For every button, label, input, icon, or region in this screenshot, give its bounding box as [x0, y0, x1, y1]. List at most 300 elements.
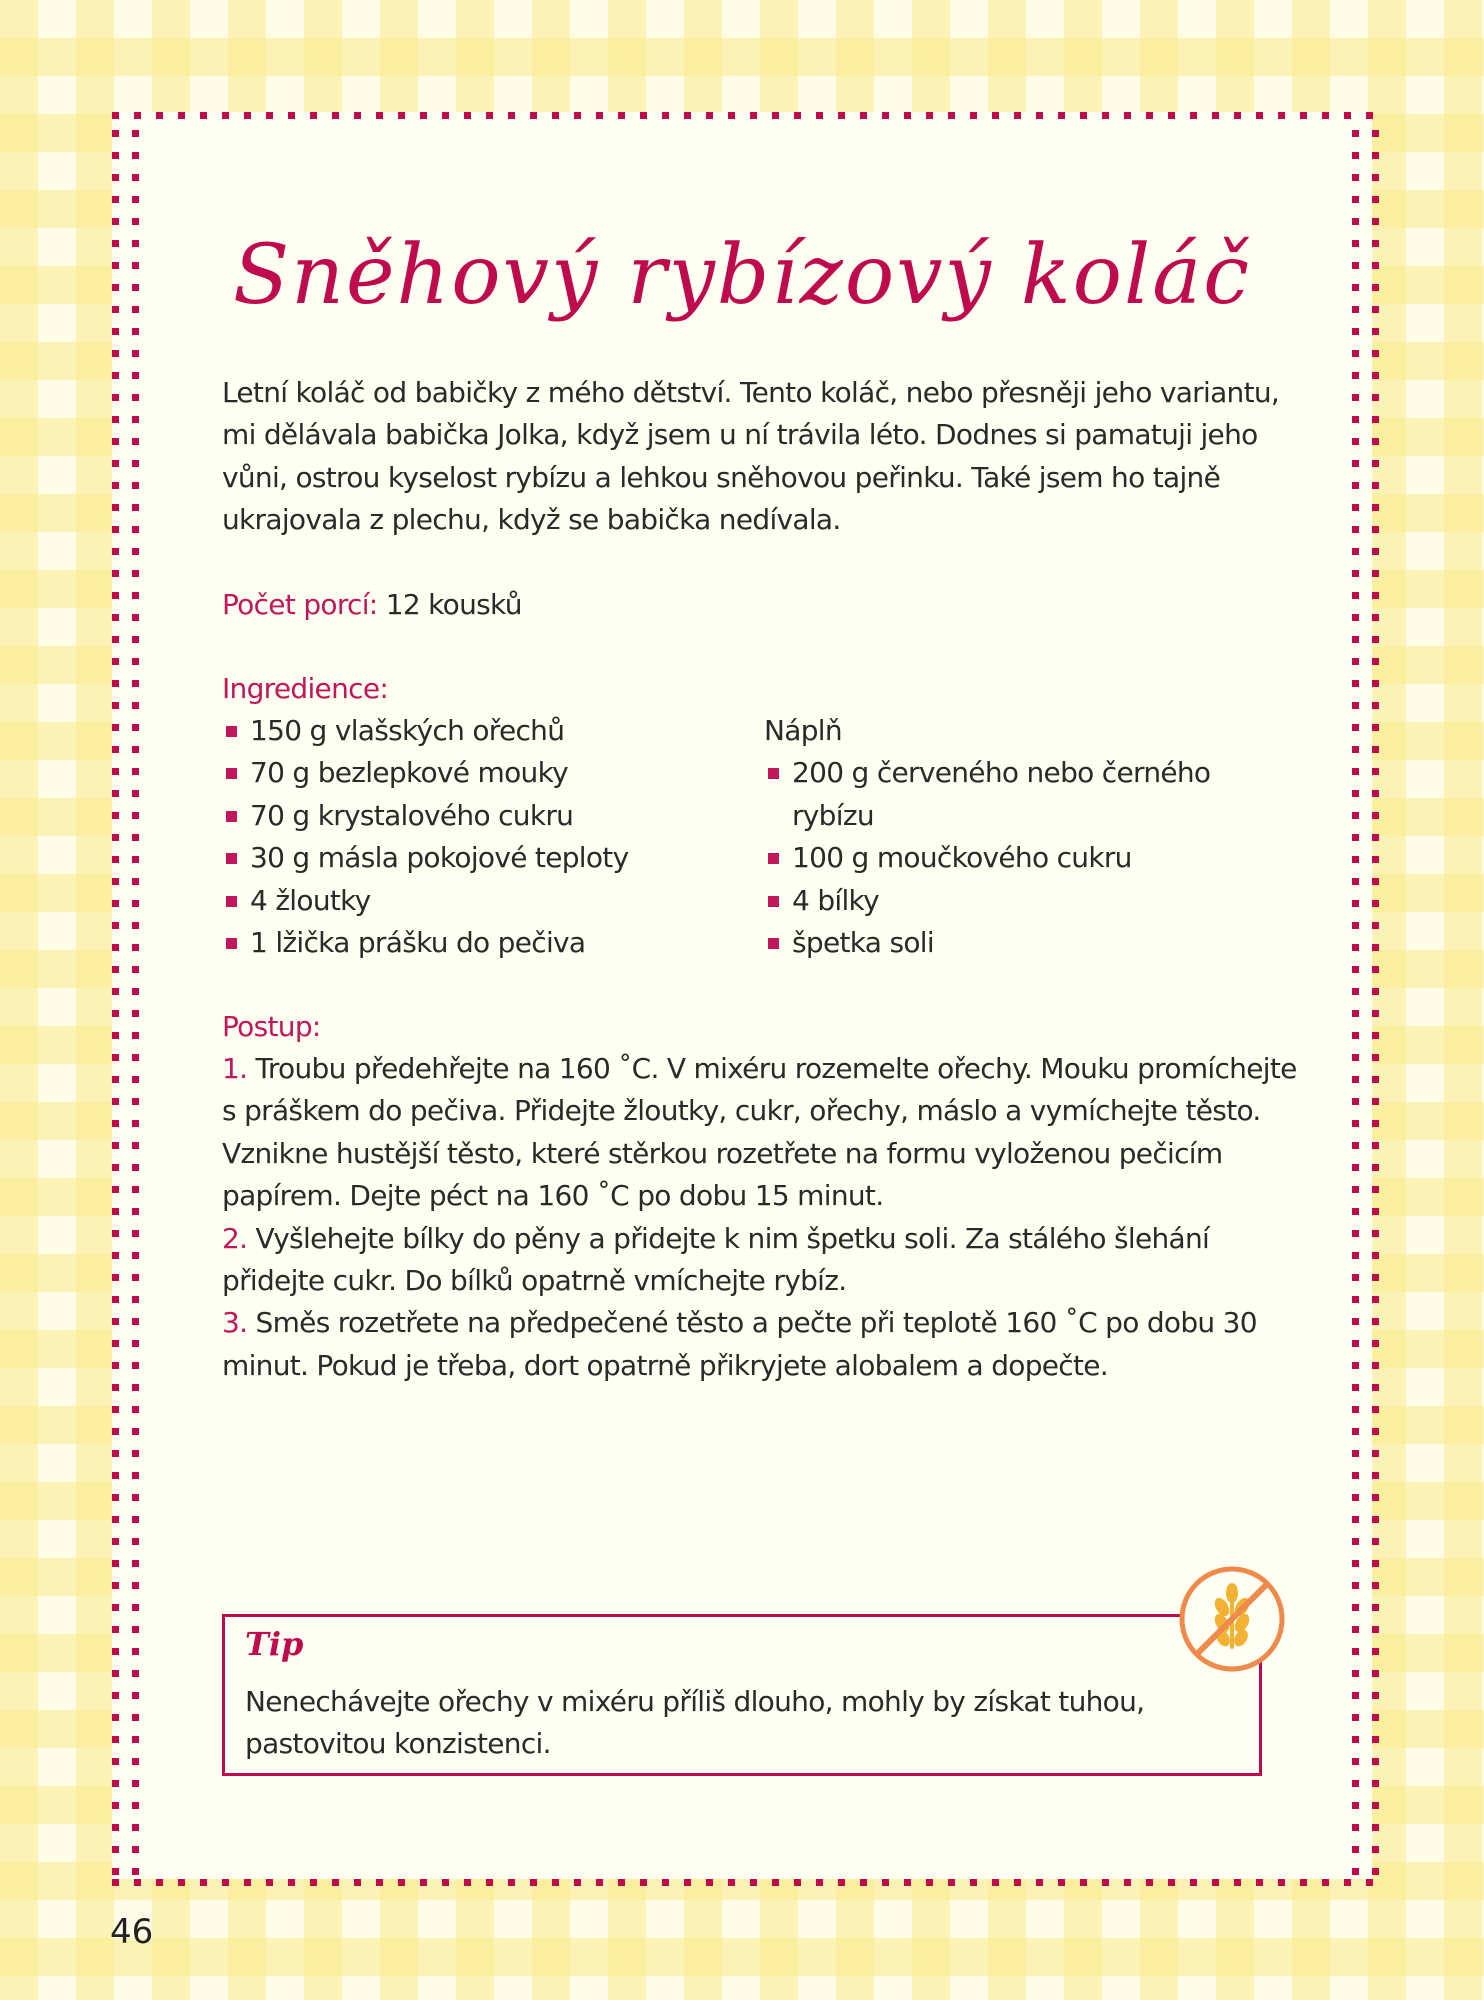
border-dot — [1372, 394, 1379, 401]
border-dot — [376, 1879, 383, 1886]
border-dot — [112, 1538, 119, 1545]
border-dot — [1372, 944, 1379, 951]
border-dot — [132, 218, 139, 225]
border-dot — [132, 1824, 139, 1831]
border-dot — [112, 460, 119, 467]
border-dot — [1300, 1879, 1307, 1886]
border-dot — [112, 812, 119, 819]
border-dot — [1372, 1384, 1379, 1391]
border-dot — [816, 1879, 823, 1886]
bullet-icon — [226, 938, 237, 949]
border-dot — [1352, 944, 1359, 951]
border-dot — [132, 1142, 139, 1149]
border-dot — [178, 112, 185, 119]
border-dot — [684, 112, 691, 119]
border-dot — [1322, 1879, 1329, 1886]
border-dot — [1372, 1164, 1379, 1171]
border-dot — [1344, 112, 1351, 119]
border-dot — [1372, 1648, 1379, 1655]
border-dot — [354, 112, 361, 119]
border-dot — [618, 112, 625, 119]
border-dot — [1372, 1626, 1379, 1633]
border-dot — [1372, 218, 1379, 225]
bullet-icon — [226, 726, 237, 737]
border-dot — [332, 112, 339, 119]
list-item: 4 žloutky — [222, 880, 742, 922]
border-dot — [132, 1802, 139, 1809]
border-dot — [1124, 1879, 1131, 1886]
border-dot — [132, 1010, 139, 1017]
border-dot — [1146, 112, 1153, 119]
border-dot — [132, 1164, 139, 1171]
border-dot — [1278, 1879, 1285, 1886]
border-dot — [794, 112, 801, 119]
border-dot — [1372, 1076, 1379, 1083]
border-dot — [112, 394, 119, 401]
border-dot — [1372, 1032, 1379, 1039]
border-dot — [132, 1648, 139, 1655]
border-dot — [1372, 724, 1379, 731]
border-dot — [1366, 112, 1373, 119]
border-dot — [132, 1098, 139, 1105]
step-text: Troubu předehřejte na 160 ˚C. V mixéru rozemelte ořechy. Mouku promíchejte s práškem do pečiva. Přidejte žloutky, cukr, ořechy, máslo a vymíchejte těsto. Vznikne hustější těsto, které stěrkou rozetřete na formu vyloženou pečicím papírem. Dejte péct na 160 ˚C po dobu 15 minut. — [222, 1052, 1297, 1213]
border-dot — [132, 1626, 139, 1633]
border-dot — [530, 1879, 537, 1886]
border-dot — [132, 1120, 139, 1127]
border-dot — [132, 724, 139, 731]
list-item: 70 g krystalového cukru — [222, 795, 742, 837]
border-dot — [156, 1879, 163, 1886]
border-dot — [1372, 1516, 1379, 1523]
border-dot — [1372, 1230, 1379, 1237]
border-dot — [112, 1208, 119, 1215]
border-dot — [508, 1879, 515, 1886]
border-dot — [1352, 680, 1359, 687]
border-dot — [132, 1670, 139, 1677]
border-dot — [1190, 112, 1197, 119]
bullet-icon — [768, 768, 779, 779]
border-dot — [706, 112, 713, 119]
border-dot — [132, 988, 139, 995]
border-dot — [112, 702, 119, 709]
border-dot — [1372, 174, 1379, 181]
border-dot — [1352, 130, 1359, 137]
border-dot — [1256, 1879, 1263, 1886]
border-dot — [132, 680, 139, 687]
border-dot — [1372, 1538, 1379, 1545]
border-dot — [992, 1879, 999, 1886]
border-dot — [1036, 112, 1043, 119]
border-dot — [112, 922, 119, 929]
border-dot — [132, 1868, 139, 1875]
border-dot — [398, 112, 405, 119]
border-dot — [640, 1879, 647, 1886]
border-dot — [132, 1032, 139, 1039]
border-dot — [112, 350, 119, 357]
border-dot — [1352, 790, 1359, 797]
border-dot — [112, 1472, 119, 1479]
border-dot — [1352, 174, 1359, 181]
border-dot — [1352, 1274, 1359, 1281]
border-dot — [1352, 636, 1359, 643]
border-dot — [244, 1879, 251, 1886]
step-item — [222, 1048, 1312, 1218]
border-dot — [132, 1252, 139, 1259]
border-dot — [112, 196, 119, 203]
border-dot — [132, 636, 139, 643]
border-dot — [112, 680, 119, 687]
border-dot — [1372, 1252, 1379, 1259]
border-dot — [112, 966, 119, 973]
border-dot — [112, 1186, 119, 1193]
border-dot — [1372, 1098, 1379, 1105]
border-dot — [1352, 1802, 1359, 1809]
border-dot — [1372, 1054, 1379, 1061]
border-dot — [1036, 1879, 1043, 1886]
border-dot — [132, 1538, 139, 1545]
border-dot — [112, 1494, 119, 1501]
border-dot — [486, 112, 493, 119]
border-dot — [1168, 112, 1175, 119]
border-dot — [1372, 768, 1379, 775]
border-dot — [1372, 658, 1379, 665]
border-dot — [1352, 658, 1359, 665]
border-dot — [1352, 438, 1359, 445]
border-dot — [132, 1406, 139, 1413]
border-dot — [112, 1098, 119, 1105]
border-dot — [132, 1736, 139, 1743]
border-dot — [178, 1879, 185, 1886]
border-dot — [132, 1516, 139, 1523]
border-dot — [1372, 350, 1379, 357]
border-dot — [1352, 1142, 1359, 1149]
border-dot — [310, 112, 317, 119]
border-dot — [728, 112, 735, 119]
border-dot — [132, 1054, 139, 1061]
border-dot — [1372, 1824, 1379, 1831]
border-dot — [112, 112, 119, 119]
step-item — [222, 1218, 1312, 1303]
border-dot — [882, 1879, 889, 1886]
border-dot — [1366, 1879, 1373, 1886]
border-dot — [728, 1879, 735, 1886]
border-dot — [112, 1340, 119, 1347]
border-dot — [1352, 1406, 1359, 1413]
border-dot — [132, 658, 139, 665]
border-dot — [1352, 548, 1359, 555]
border-dot — [860, 1879, 867, 1886]
border-dot — [1372, 130, 1379, 137]
border-dot — [1372, 1780, 1379, 1787]
border-dot — [1372, 1472, 1379, 1479]
border-dot — [112, 1758, 119, 1765]
border-dot — [112, 1296, 119, 1303]
border-dot — [1372, 438, 1379, 445]
border-dot — [1372, 328, 1379, 335]
border-dot — [156, 112, 163, 119]
border-dot — [132, 1208, 139, 1215]
border-dot — [1372, 1846, 1379, 1853]
border-dot — [132, 548, 139, 555]
border-dot — [132, 1494, 139, 1501]
border-dot — [1352, 218, 1359, 225]
border-dot — [112, 1428, 119, 1435]
border-dot — [750, 112, 757, 119]
border-dot — [132, 372, 139, 379]
border-dot — [1372, 1604, 1379, 1611]
border-dot — [596, 1879, 603, 1886]
border-dot — [420, 112, 427, 119]
border-dot — [1352, 1868, 1359, 1875]
step-text: Směs rozetřete na předpečené těsto a pečte při teplotě 160 ˚C po dobu 30 minut. Pokud je třeba, dort opatrně přikryjete alobalem a dopečte. — [222, 1306, 1257, 1382]
border-dot — [1372, 1758, 1379, 1765]
border-dot — [1080, 1879, 1087, 1886]
border-dot — [574, 112, 581, 119]
border-dot — [132, 328, 139, 335]
border-dot — [132, 394, 139, 401]
border-dot — [112, 636, 119, 643]
border-dot — [1352, 1054, 1359, 1061]
bullet-icon — [226, 768, 237, 779]
border-dot — [112, 504, 119, 511]
border-dot — [706, 1879, 713, 1886]
border-dot — [926, 112, 933, 119]
recipe-title: Sněhový rybízový koláč — [232, 228, 1252, 323]
border-dot — [132, 1384, 139, 1391]
border-dot — [772, 1879, 779, 1886]
list-item: 200 g červeného nebo černého rybízu — [764, 752, 1284, 837]
border-dot — [1124, 112, 1131, 119]
border-dot — [132, 1714, 139, 1721]
border-dot — [1372, 1868, 1379, 1875]
border-dot — [200, 112, 207, 119]
border-dot — [132, 812, 139, 819]
border-dot — [132, 966, 139, 973]
border-dot — [1372, 1670, 1379, 1677]
border-dot — [112, 834, 119, 841]
border-dot — [132, 438, 139, 445]
border-dot — [112, 548, 119, 555]
border-dot — [1372, 1406, 1379, 1413]
border-dot — [1352, 1560, 1359, 1567]
border-dot — [112, 900, 119, 907]
border-dot — [1372, 1142, 1379, 1149]
border-dot — [1352, 1736, 1359, 1743]
border-dot — [132, 570, 139, 577]
border-dot — [1352, 1648, 1359, 1655]
border-dot — [132, 746, 139, 753]
border-dot — [112, 130, 119, 137]
border-dot — [1058, 1879, 1065, 1886]
border-dot — [132, 1318, 139, 1325]
border-dot — [1352, 526, 1359, 533]
border-dot — [1372, 152, 1379, 159]
border-dot — [1352, 1208, 1359, 1215]
list-item: 150 g vlašských ořechů — [222, 710, 742, 752]
border-dot — [1372, 460, 1379, 467]
list-item: 100 g moučkového cukru — [764, 837, 1284, 879]
border-dot — [112, 1274, 119, 1281]
border-dot — [662, 112, 669, 119]
border-dot — [1352, 1318, 1359, 1325]
border-dot — [1372, 900, 1379, 907]
border-dot — [1372, 196, 1379, 203]
border-dot — [112, 1318, 119, 1325]
border-dot — [420, 1879, 427, 1886]
bullet-icon — [768, 896, 779, 907]
border-dot — [1352, 1362, 1359, 1369]
border-dot — [132, 1472, 139, 1479]
border-dot — [132, 944, 139, 951]
border-dot — [1352, 416, 1359, 423]
border-dot — [112, 152, 119, 159]
border-dot — [552, 1879, 559, 1886]
border-dot — [112, 1230, 119, 1237]
border-dot — [1372, 482, 1379, 489]
border-dot — [464, 112, 471, 119]
border-dot — [1372, 1450, 1379, 1457]
border-dot — [1352, 1076, 1359, 1083]
border-dot — [132, 1274, 139, 1281]
border-dot — [1352, 1714, 1359, 1721]
border-dot — [860, 112, 867, 119]
border-dot — [1372, 592, 1379, 599]
bullet-icon — [226, 853, 237, 864]
border-dot — [1372, 1010, 1379, 1017]
border-dot — [132, 1186, 139, 1193]
border-dot — [132, 1780, 139, 1787]
border-dot — [640, 112, 647, 119]
border-dot — [310, 1879, 317, 1886]
border-dot — [1372, 636, 1379, 643]
border-dot — [1234, 112, 1241, 119]
page-number: 46 — [110, 1912, 154, 1952]
border-dot — [112, 1010, 119, 1017]
bullet-icon — [226, 896, 237, 907]
bullet-icon — [768, 853, 779, 864]
border-dot — [838, 112, 845, 119]
border-dot — [1372, 1494, 1379, 1501]
border-dot — [1372, 1736, 1379, 1743]
bullet-icon — [226, 811, 237, 822]
border-dot — [1352, 1846, 1359, 1853]
border-dot — [1372, 548, 1379, 555]
border-dot — [354, 1879, 361, 1886]
border-dot — [112, 1604, 119, 1611]
border-dot — [112, 1516, 119, 1523]
border-dot — [970, 1879, 977, 1886]
border-dot — [552, 112, 559, 119]
border-dot — [1372, 856, 1379, 863]
border-dot — [112, 1142, 119, 1149]
border-dot — [1352, 1824, 1359, 1831]
border-dot — [1080, 112, 1087, 119]
border-dot — [1372, 680, 1379, 687]
border-dot — [1352, 1670, 1359, 1677]
border-dot — [132, 482, 139, 489]
border-dot — [1352, 724, 1359, 731]
border-dot — [132, 196, 139, 203]
border-dot — [112, 1164, 119, 1171]
border-dot — [838, 1879, 845, 1886]
border-dot — [112, 1032, 119, 1039]
border-dot — [1352, 1120, 1359, 1127]
border-dot — [1372, 1120, 1379, 1127]
border-dot — [112, 526, 119, 533]
border-dot — [1352, 350, 1359, 357]
step-item — [222, 1302, 1312, 1387]
border-dot — [1146, 1879, 1153, 1886]
border-dot — [1212, 1879, 1219, 1886]
border-dot — [112, 1802, 119, 1809]
border-dot — [1352, 702, 1359, 709]
step-number: 1. — [222, 1052, 248, 1085]
border-dot — [574, 1879, 581, 1886]
border-dot — [530, 112, 537, 119]
border-dot — [112, 1879, 119, 1886]
border-dot — [1352, 1032, 1359, 1039]
border-dot — [266, 112, 273, 119]
ingredients-label: Ingredience: — [222, 672, 389, 705]
border-dot — [112, 856, 119, 863]
border-dot — [132, 130, 139, 137]
border-dot — [1278, 112, 1285, 119]
border-dot — [1352, 482, 1359, 489]
border-dot — [1372, 1582, 1379, 1589]
border-dot — [1352, 372, 1359, 379]
border-dot — [112, 746, 119, 753]
border-dot — [1372, 1274, 1379, 1281]
border-dot — [244, 112, 251, 119]
border-dot — [1352, 856, 1359, 863]
border-dot — [1372, 702, 1379, 709]
border-dot — [398, 1879, 405, 1886]
border-dot — [442, 112, 449, 119]
border-dot — [112, 482, 119, 489]
border-dot — [1372, 1692, 1379, 1699]
border-dot — [112, 1846, 119, 1853]
border-dot — [1102, 1879, 1109, 1886]
list-item: špetka soli — [764, 922, 1284, 964]
portions-label: Počet porcí: — [222, 588, 378, 621]
border-dot — [132, 416, 139, 423]
border-dot — [1372, 1208, 1379, 1215]
border-dot — [1190, 1879, 1197, 1886]
border-dot — [1300, 112, 1307, 119]
border-dot — [112, 1868, 119, 1875]
border-dot — [684, 1879, 691, 1886]
border-dot — [1372, 966, 1379, 973]
border-dot — [376, 112, 383, 119]
border-dot — [132, 526, 139, 533]
border-dot — [132, 1362, 139, 1369]
border-dot — [1372, 416, 1379, 423]
border-dot — [112, 1076, 119, 1083]
tip-box — [222, 1614, 1262, 1776]
border-dot — [112, 416, 119, 423]
border-dot — [132, 152, 139, 159]
border-dot — [1372, 1560, 1379, 1567]
border-dot — [132, 350, 139, 357]
border-dot — [1352, 1582, 1359, 1589]
border-dot — [1352, 768, 1359, 775]
border-dot — [134, 1879, 141, 1886]
border-dot — [1212, 112, 1219, 119]
border-dot — [132, 790, 139, 797]
border-dot — [1352, 394, 1359, 401]
border-dot — [508, 112, 515, 119]
border-dot — [132, 1560, 139, 1567]
